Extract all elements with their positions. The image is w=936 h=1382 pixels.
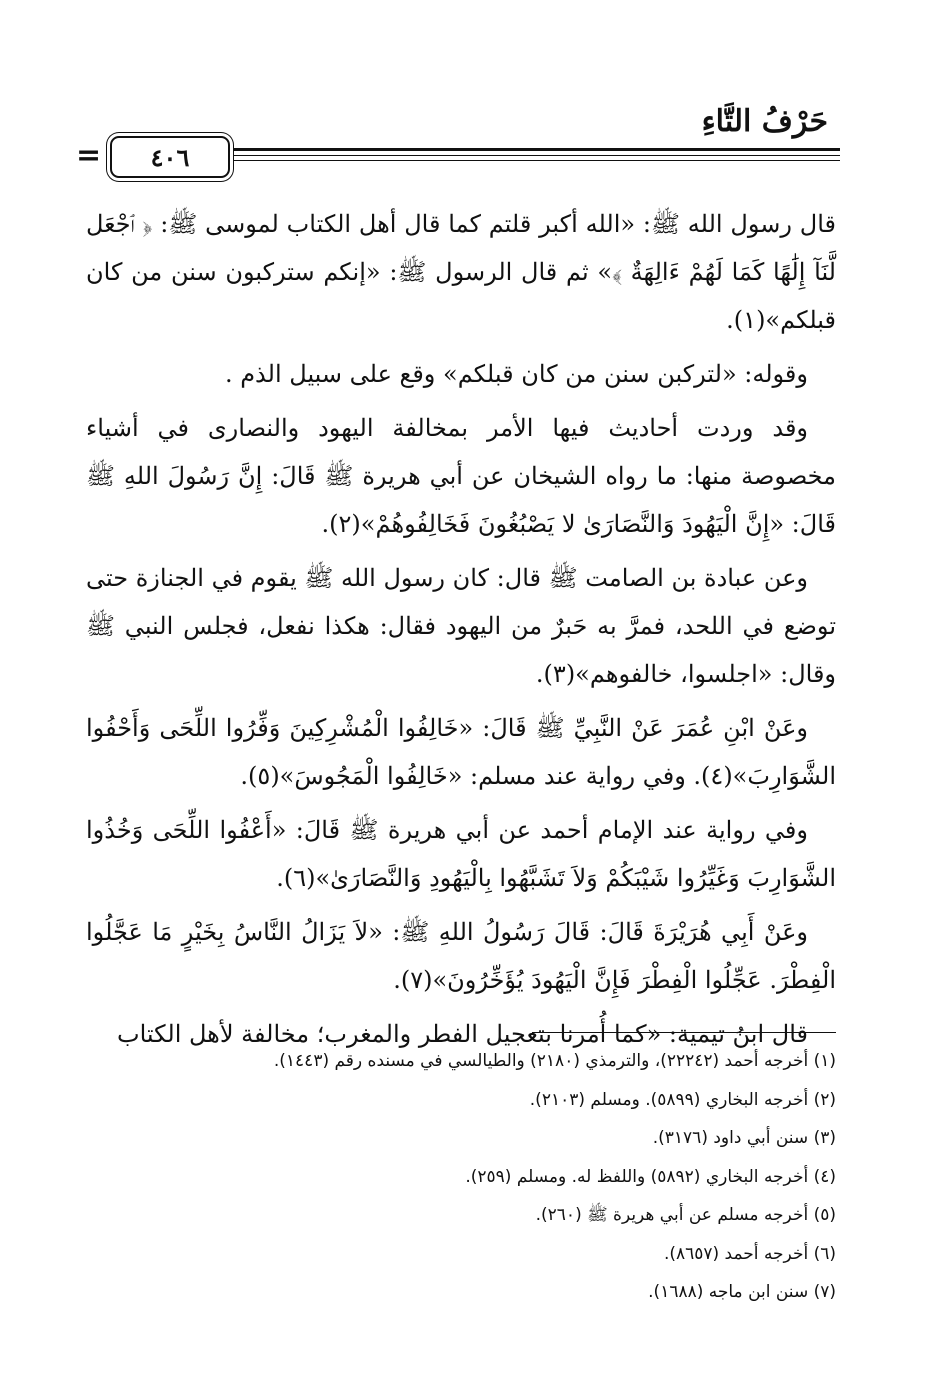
paragraph: قال رسول الله ﷺ: «الله أكبر قلتم كما قال أهل الكتاب لموسى ﷺ: ﴿ ٱجْعَل لَّنَآ إِلَٰهًا كَمَا لَهُمْ ءَالِهَةٌ ﴾» ثم قال الرسول ﷺ: «إنكم ستركبون سنن من كان قبلكم»(١). — [86, 210, 836, 334]
header-rule — [148, 148, 840, 151]
footnotes — [86, 1042, 836, 1312]
paragraph: وفي رواية عند الإمام أحمد عن أبي هريرة ﷺ قَالَ: «أَعْفُوا اللِّحَى وَخُذُوا الشَّوَارِبَ وَغَيِّرُوا شَيْبَكُمْ وَلاَ تَشَبَّهُوا بِالْيَهُودِ وَالنَّصَارَىٰ»(٦). — [86, 816, 836, 892]
paragraph: وقد وردت أحاديث فيها الأمر بمخالفة اليهود والنصارى في أشياء مخصوصة منها: ما رواه الشيخان عن أبي هريرة ﷺ قَالَ: إِنَّ رَسُولَ اللهِ ﷺ قَالَ: «إِنَّ الْيَهُودَ وَالنَّصَارَىٰ لا يَصْبُغُونَ فَخَالِفُوهُمْ»(٢). — [86, 414, 836, 538]
paragraph: وعَنْ أَبِي هُرَيْرَةَ قَالَ: قَالَ رَسُولُ اللهِ ﷺ: «لاَ يَزَالُ النَّاسُ بِخَيْرٍ مَا عَجَّلُوا الْفِطْرَ. عَجِّلُوا الْفِطْرَ فَإِنَّ الْيَهُودَ يُؤَخِّرُونَ»(٧). — [86, 918, 836, 994]
paragraph: وقوله: «لتركبن سنن من كان قبلكم» وقع على سبيل الذم . — [224, 360, 808, 388]
footnote: (٥) أخرجه مسلم عن أبي هريرة ﷺ (٢٦٠). — [535, 1205, 836, 1225]
page-title: حَرْفُ التَّاءِ — [701, 104, 828, 139]
footnote: (٣) سنن أبي داود (٣١٧٦). — [652, 1128, 836, 1148]
footnote: (٧) سنن ابن ماجه (١٦٨٨). — [648, 1282, 836, 1302]
header-rule — [148, 160, 840, 161]
footnote: (٤) أخرجه البخاري (٥٨٩٢) واللفظ له. ومسلم (٢٥٩). — [465, 1166, 836, 1187]
paragraph: قال ابنُ تيمية: «كما أُمرنا بتعجيل الفطر والمغرب؛ مخالفة لأهل الكتاب — [116, 1020, 808, 1048]
footnote: (١) أخرجه أحمد (٢٢٢٤٢)، والترمذي (٢١٨٠) والطيالسي في مسنده رقم (١٤٤٣). — [273, 1051, 836, 1071]
paragraph: وعَنْ ابْنِ عُمَرَ عَنْ النَّبِيِّ ﷺ قَالَ: «خَالِفُوا الْمُشْرِكِينَ وَفِّرُوا اللِّحَى وَأَحْفُوا الشَّوَارِبَ»(٤). وفي رواية عند مسلم: «خَالِفُوا الْمَجُوسَ»(٥). — [86, 714, 836, 790]
footnote-separator — [532, 1032, 836, 1033]
footnote: (٢) أخرجه البخاري (٥٨٩٩). ومسلم (٢١٠٣). — [529, 1089, 836, 1110]
header-rule — [148, 155, 840, 156]
header-ornament: = — [76, 138, 102, 173]
page-number: ٤٠٦ — [110, 136, 230, 178]
paragraph: وعن عبادة بن الصامت ﷺ قال: كان رسول الله ﷺ يقوم في الجنازة حتى توضع في اللحد، فمرَّ به حَبرٌ من اليهود فقال: هكذا نفعل، فجلس النبي ﷺ وقال: «اجلسوا، خالفوهم»(٣). — [86, 564, 836, 688]
body-text — [86, 200, 836, 1064]
footnote: (٦) أخرجه أحمد (٨٦٥٧). — [663, 1243, 836, 1264]
